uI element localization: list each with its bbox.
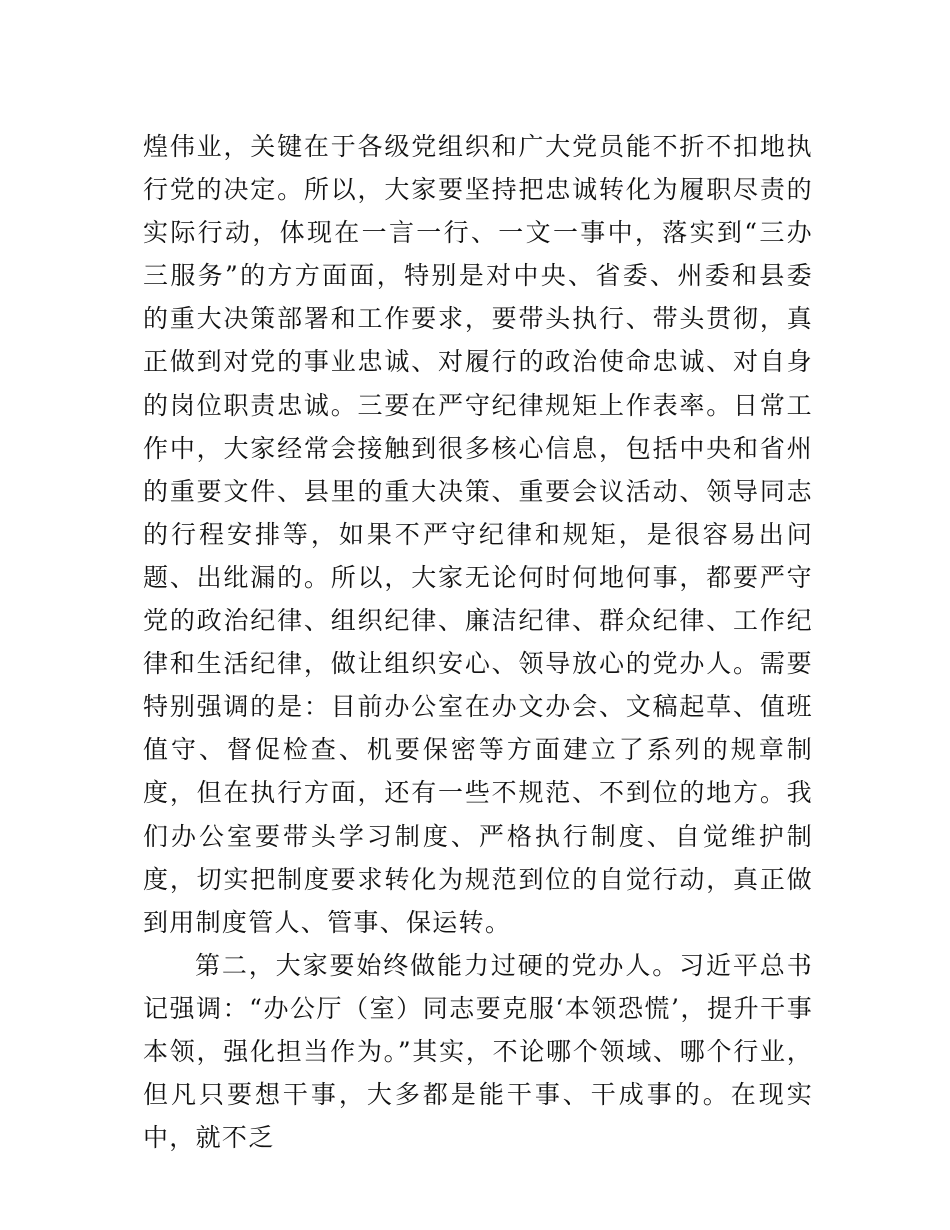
- paragraph-continued: 煌伟业，关键在于各级党组织和广大党员能不折不扣地执行党的决定。所以，大家要坚持把忠诚转化为履职尽责的实际行动，体现在一言一行、一文一事中，落实到“三办三服务”的方方面面，特别是对中央、省委、州委和县委的重大决策部署和工作要求，要带头执行、带头贯彻，真正做到对党的事业忠诚、对履行的政治使命忠诚、对自身的岗位职责忠诚。三要在严守纪律规矩上作表率。日常工作中，大家经常会接触到很多核心信息，包括中央和省州的重要文件、县里的重大决策、重要会议活动、领导同志的行程安排等，如果不严守纪律和规矩，是很容易出问题、出纰漏的。所以，大家无论何时何地何事，都要严守党的政治纪律、组织纪律、廉洁纪律、群众纪律、工作纪律和生活纪律，做让组织安心、领导放心的党办人。需要特别强调的是：目前办公室在办文办会、文稿起草、值班值守、督促检查、机要保密等方面建立了系列的规章制度，但在执行方面，还有一些不规范、不到位的地方。我们办公室要带头学习制度、严格执行制度、自觉维护制度，切实把制度要求转化为规范到位的自觉行动，真正做到用制度管人、管事、保运转。: [143, 132, 813, 937]
- document-body: [143, 125, 813, 1159]
- paragraph-second-point: 第二，大家要始终做能力过硬的党办人。习近平总书记强调：“办公厅（室）同志要克服‘本领恐慌’，提升干事本领，强化担当作为。”其实，不论哪个领域、哪个行业，但凡只要想干事，大多都是能干事、干成事的。在现实中，就不乏: [143, 950, 813, 1153]
